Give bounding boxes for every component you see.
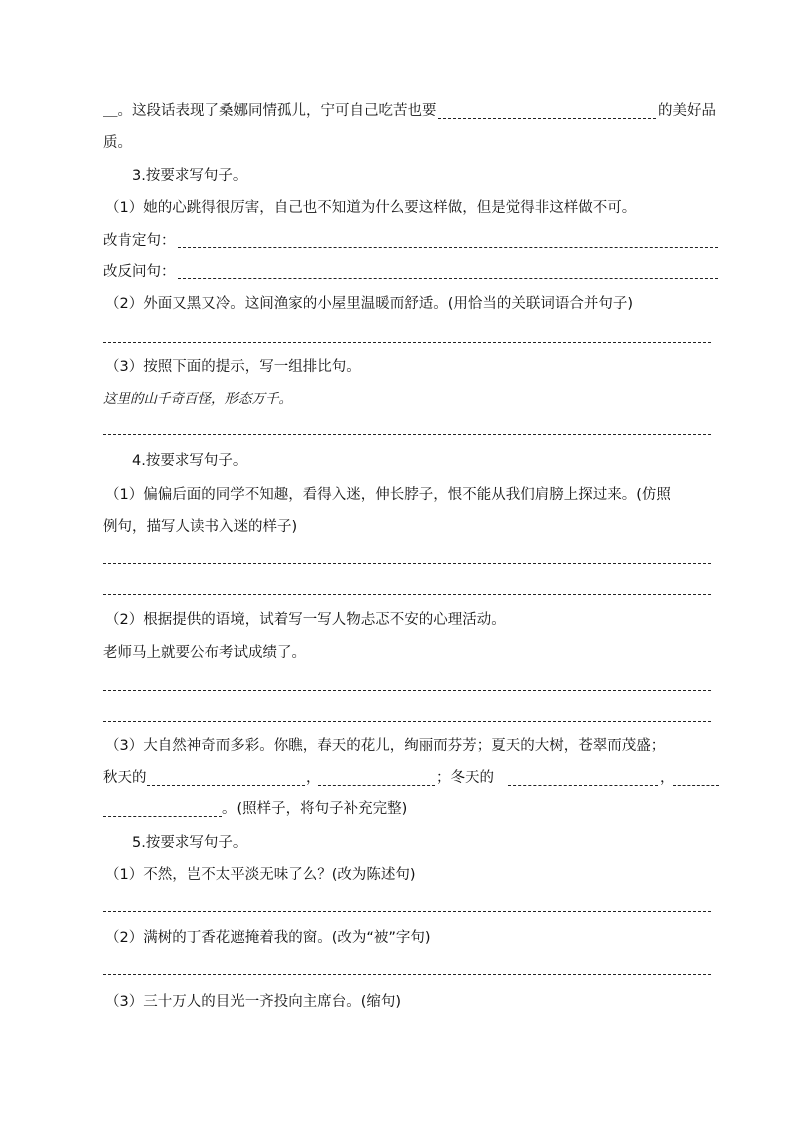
question-heading: 3.按要求写句子。 (132, 168, 248, 184)
question-item: （2）根据提供的语境，试着写一写人物忐忑不安的心理活动。 (105, 612, 506, 628)
question-item: （3）按照下面的提示，写一组排比句。 (105, 359, 361, 375)
question-item: （1）不然，岂不太平淡无味了么？(改为陈述句) (105, 867, 416, 883)
answer-blank[interactable] (438, 118, 656, 119)
answer-line[interactable] (103, 594, 711, 595)
answer-blank[interactable] (147, 785, 305, 786)
answer-line[interactable] (103, 563, 711, 564)
context-sentence: 老师马上就要公布考试成绩了。 (103, 645, 306, 661)
text-line: 改反问句： (103, 264, 176, 280)
question-item: （1）偏偏后面的同学不知趣，看得入迷，伸长脖子，恨不能从我们肩膀上探过来。(仿照 (105, 487, 671, 503)
text-line: 的美好品 (658, 103, 716, 119)
question-item: （2）外面又黑又冷。这间渔家的小屋里温暖而舒适。(用恰当的关联词语合并句子) (105, 296, 634, 312)
text-line: ＿。这段话表现了桑娜同情孤儿，宁可自己吃苦也要 (103, 103, 437, 119)
answer-line[interactable] (103, 342, 711, 343)
answer-blank[interactable] (673, 785, 719, 786)
answer-line[interactable] (178, 278, 718, 279)
example-sentence: 这里的山千奇百怪，形态万千。 (103, 391, 292, 407)
question-item: （2）满树的丁香花遮掩着我的窗。(改为“被”字句) (105, 930, 431, 946)
answer-blank[interactable] (103, 816, 222, 817)
answer-blank[interactable] (508, 785, 658, 786)
text-line: 。(照样子，将句子补充完整) (222, 801, 408, 817)
answer-line[interactable] (178, 247, 718, 248)
question-item: （1）她的心跳得很厉害，自己也不知道为什么要这样做，但是觉得非这样做不可。 (105, 200, 637, 216)
text-line: ， (660, 770, 675, 786)
question-heading: 5.按要求写句子。 (132, 835, 248, 851)
text-line: ；冬天的 (436, 770, 494, 786)
answer-line[interactable] (103, 434, 711, 435)
text-line: 质。 (103, 135, 132, 151)
question-item: （3）大自然神奇而多彩。你瞧，春天的花儿，绚丽而芬芳；夏天的大树，苍翠而茂盛； (105, 738, 666, 754)
question-item: （3）三十万人的目光一齐投向主席台。(缩句) (105, 994, 402, 1010)
text-line: 例句，描写人读书入迷的样子) (103, 519, 298, 535)
answer-line[interactable] (103, 974, 711, 975)
text-line: 秋天的 (103, 770, 147, 786)
answer-blank[interactable] (318, 785, 435, 786)
answer-line[interactable] (103, 721, 711, 722)
answer-line[interactable] (103, 690, 711, 691)
text-line: 改肯定句： (103, 233, 176, 249)
text-line: ， (306, 770, 321, 786)
question-heading: 4.按要求写句子。 (132, 453, 248, 469)
answer-line[interactable] (103, 911, 711, 912)
